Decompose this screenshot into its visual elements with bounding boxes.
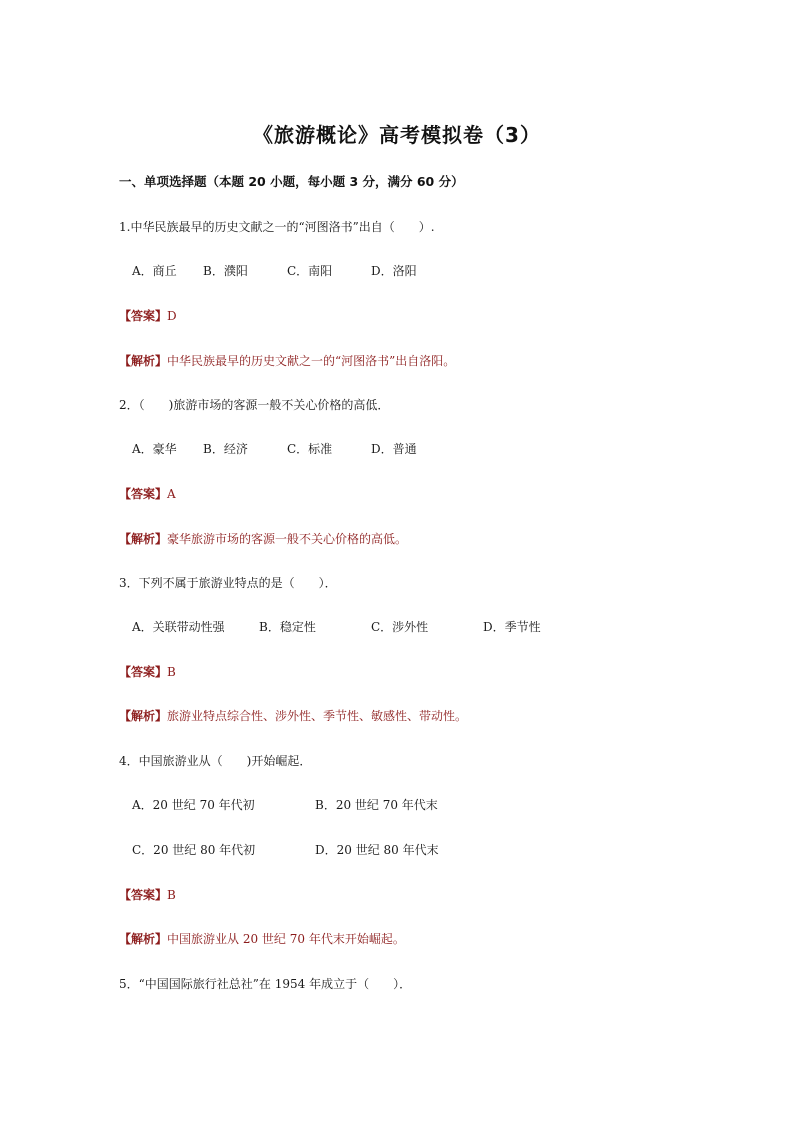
question-4-option-c: C．20 世纪 80 年代初 [132,843,256,857]
section-heading: 一、单项选择题（本题 20 小题，每小题 3 分，满分 60 分） [119,174,464,189]
answer-value: D [167,309,177,323]
question-1-option-c: C．南阳 [287,264,333,278]
question-4-stem: 4．中国旅游业从（ )开始崛起． [119,754,312,768]
question-3-option-b: B．稳定性 [259,620,316,634]
question-3-explanation [119,707,467,724]
question-1-answer [119,307,177,324]
question-3-option-c: C．涉外性 [371,620,429,634]
explanation-text: 中华民族最早的历史文献之一的“河图洛书”出自洛阳。 [167,354,456,368]
question-4-option-d: D．20 世纪 80 年代末 [315,843,439,857]
exam-title: 《旅游概论》高考模拟卷（3） [253,123,541,147]
question-2-stem: 2．（ )旅游市场的客源一般不关心价格的高低． [119,398,390,412]
explain-tag: 【解析】 [119,932,168,946]
explanation-text: 豪华旅游市场的客源一般不关心价格的高低。 [167,532,408,546]
question-5-stem: 5．“中国国际旅行社总社”在 1954 年成立于（ ）． [119,977,412,991]
question-2-option-c: C．标准 [287,442,333,456]
question-1-explanation [119,352,455,369]
answer-tag: 【答案】 [119,665,168,679]
answer-value: B [167,888,176,902]
question-3-option-a: A．关联带动性强 [132,620,225,634]
explanation-text: 中国旅游业从 20 世纪 70 年代末开始崛起。 [167,932,405,946]
answer-tag: 【答案】 [119,309,168,323]
question-1-option-a: A．商丘 [132,264,177,278]
explain-tag: 【解析】 [119,354,168,368]
question-4-option-b: B．20 世纪 70 年代末 [315,798,438,812]
question-1-option-d: D．洛阳 [371,264,417,278]
question-4-answer [119,886,176,903]
explain-tag: 【解析】 [119,532,168,546]
answer-value: B [167,665,176,679]
question-2-answer [119,485,176,502]
explanation-text: 旅游业特点综合性、涉外性、季节性、敏感性、带动性。 [167,709,468,723]
question-4-explanation [119,930,405,947]
answer-tag: 【答案】 [119,888,168,902]
question-4-option-a: A．20 世纪 70 年代初 [132,798,255,812]
explain-tag: 【解析】 [119,709,168,723]
question-3-option-d: D．季节性 [483,620,541,634]
answer-tag: 【答案】 [119,487,168,501]
question-1-stem: 1.中华民族最早的历史文献之一的“河图洛书”出自（ ）. [119,220,435,234]
question-3-answer [119,663,176,680]
question-2-option-d: D．普通 [371,442,417,456]
question-1-option-b: B．濮阳 [203,264,248,278]
answer-value: A [167,487,176,501]
question-3-stem: 3．下列不属于旅游业特点的是（ ）． [119,576,337,590]
question-2-option-b: B．经济 [203,442,248,456]
question-2-option-a: A．豪华 [132,442,177,456]
question-2-explanation [119,530,407,547]
